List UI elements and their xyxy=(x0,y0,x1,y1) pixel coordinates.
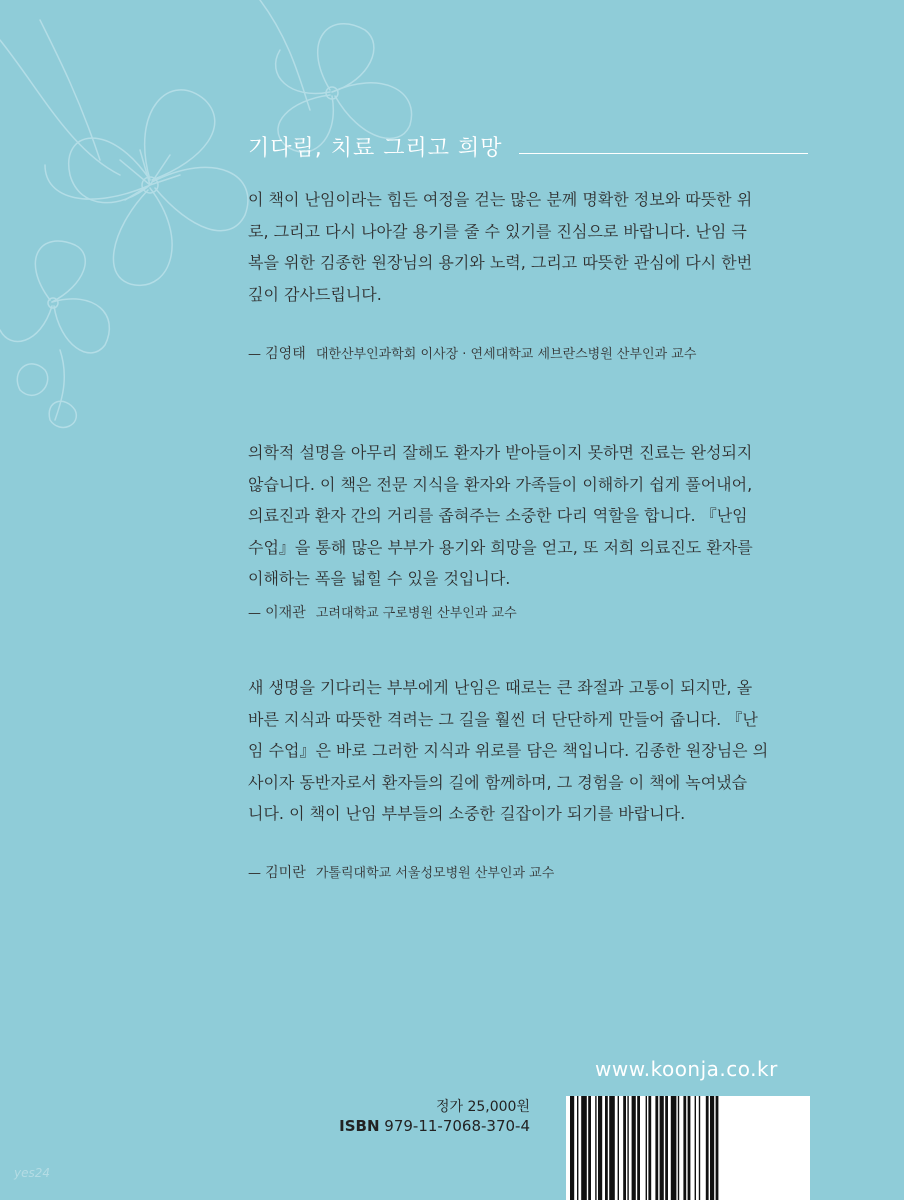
barcode-bar xyxy=(623,1096,626,1200)
barcode-bar xyxy=(699,1096,700,1200)
endorsement-3 xyxy=(248,672,808,830)
barcode-bar xyxy=(671,1096,677,1200)
endorser-affiliation: 가톨릭대학교 서울성모병원 산부인과 교수 xyxy=(315,866,555,881)
isbn-label xyxy=(322,1117,530,1135)
text-line: 바른 지식과 따뜻한 격려는 그 길을 훨씬 더 단단하게 만들어 줍니다. 『난 xyxy=(248,709,758,729)
section-heading xyxy=(248,126,808,166)
heading-title: 기다림, 치료 그리고 희망 xyxy=(248,135,503,161)
endorser-3 xyxy=(248,862,554,882)
endorsement-1 xyxy=(248,184,808,310)
text-line: 깊이 감사드립니다. xyxy=(248,284,382,304)
barcode-bar xyxy=(695,1096,696,1200)
barcode-bar xyxy=(648,1096,651,1200)
barcode-bar xyxy=(710,1096,714,1200)
text-line: 복을 위한 김종한 원장님의 용기와 노력, 그리고 따뜻한 관심에 다시 한번 xyxy=(248,253,753,272)
endorser-name: 이재관 xyxy=(265,605,306,621)
price-label: 정가 25,000원 xyxy=(435,1099,530,1115)
barcode-bar xyxy=(655,1096,658,1200)
barcode-bar xyxy=(609,1096,615,1200)
endorser-2 xyxy=(248,602,517,622)
barcode-bar xyxy=(646,1096,647,1200)
barcode-bar xyxy=(716,1096,719,1200)
barcode-bar xyxy=(598,1096,602,1200)
barcode-bar xyxy=(618,1096,619,1200)
barcode-bar xyxy=(665,1096,668,1200)
barcode-bar xyxy=(605,1096,608,1200)
endorser-name: 김미란 xyxy=(265,865,306,881)
text-line: 사이자 동반자로서 환자들의 길에 함께하며, 그 경험을 이 책에 녹여냈습 xyxy=(248,772,748,792)
barcode-bar xyxy=(706,1096,709,1200)
text-line: 이 책이 난임이라는 힘든 여정을 걷는 많은 분께 명확한 정보와 따뜻한 위 xyxy=(248,190,753,209)
publisher-website[interactable]: www.koonja.co.kr xyxy=(595,1057,778,1081)
text-line: 임 수업』은 바로 그러한 지식과 위로를 담은 책입니다. 김종한 원장님은 의 xyxy=(248,741,769,760)
endorsement-text xyxy=(248,184,808,310)
endorser-1 xyxy=(248,343,696,363)
barcode-bar xyxy=(637,1096,640,1200)
isbn-prefix: ISBN xyxy=(339,1117,380,1135)
text-line: 의학적 설명을 아무리 잘해도 환자가 받아들이지 못하면 진료는 완성되지 xyxy=(248,443,753,462)
isbn-barcode xyxy=(566,1096,810,1200)
watermark: yes24 xyxy=(14,1166,51,1180)
barcode-bar xyxy=(632,1096,636,1200)
barcode-bar xyxy=(570,1096,574,1200)
endorsement-2 xyxy=(248,437,808,595)
endorser-affiliation: 고려대학교 구로병원 산부인과 교수 xyxy=(315,606,517,621)
attribution-dash: — xyxy=(248,347,261,362)
text-line: 로, 그리고 다시 나아갈 용기를 줄 수 있기를 진심으로 바랍니다. 난임 극 xyxy=(248,221,747,241)
barcode-bar xyxy=(660,1096,664,1200)
endorsement-text xyxy=(248,672,808,830)
barcode-bar xyxy=(595,1096,596,1200)
heading-rule xyxy=(519,153,809,154)
text-line: 이해하는 폭을 넓힐 수 있을 것입니다. xyxy=(248,569,511,588)
attribution-dash: — xyxy=(248,606,261,621)
isbn-number: 979-11-7068-370-4 xyxy=(384,1117,530,1135)
endorser-name: 김영태 xyxy=(265,346,306,362)
text-line: 새 생명을 기다리는 부부에게 난임은 때로는 큰 좌절과 고통이 되지만, 올 xyxy=(248,678,753,697)
text-line: 수업』을 통해 많은 부부가 용기와 희망을 얻고, 또 저희 의료진도 환자를 xyxy=(248,537,753,557)
barcode-bar xyxy=(627,1096,628,1200)
attribution-dash: — xyxy=(248,866,261,881)
barcode-bar xyxy=(678,1096,679,1200)
text-line: 니다. 이 책이 난임 부부들의 소중한 길잡이가 되기를 바랍니다. xyxy=(248,804,686,823)
endorser-affiliation: 대한산부인과학회 이사장 · 연세대학교 세브란스병원 산부인과 교수 xyxy=(315,347,697,362)
barcode-bar xyxy=(588,1096,591,1200)
barcode-bar xyxy=(581,1096,587,1200)
barcode-bar xyxy=(577,1096,578,1200)
barcode-bar xyxy=(683,1096,686,1200)
endorsement-text xyxy=(248,437,808,595)
text-line: 않습니다. 이 책은 전문 지식을 환자와 가족들이 이해하기 쉽게 풀어내어, xyxy=(248,474,753,494)
barcode-bar xyxy=(688,1096,691,1200)
text-line: 의료진과 환자 간의 거리를 좁혀주는 소중한 다리 역할을 합니다. 『난임 xyxy=(248,506,748,525)
